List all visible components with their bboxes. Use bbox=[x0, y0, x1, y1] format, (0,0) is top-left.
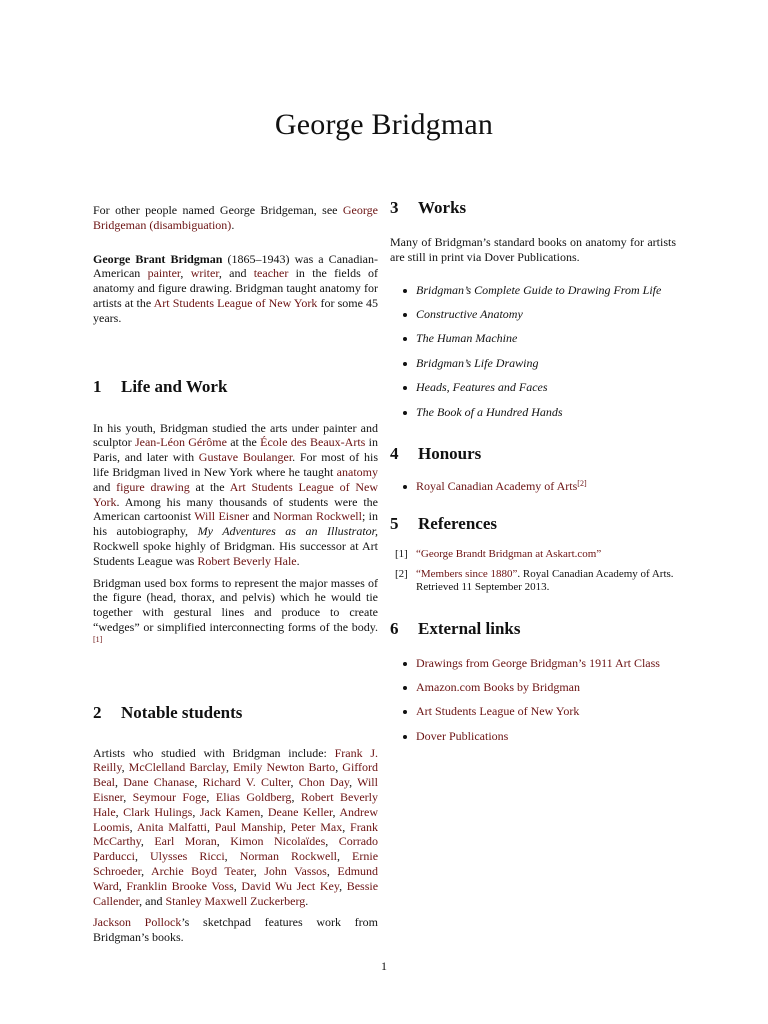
section-heading-references bbox=[390, 514, 676, 534]
section-heading-external-links bbox=[390, 619, 676, 639]
text: , bbox=[121, 760, 129, 775]
text: (1865–1943) was a Canadian-American bbox=[93, 251, 378, 281]
student-link[interactable]: Frank J. Reilly bbox=[93, 745, 378, 775]
book-title: The Book of a Hundred Hands bbox=[416, 404, 563, 419]
section-number: 5 bbox=[390, 514, 399, 534]
book-title: Heads, Features and Faces bbox=[416, 380, 548, 395]
section-title: Works bbox=[418, 198, 467, 217]
text: , bbox=[115, 775, 124, 790]
text: , bbox=[118, 878, 127, 893]
text: . bbox=[296, 553, 300, 568]
student-link[interactable]: Andrew Loomis bbox=[93, 804, 379, 834]
link-jackson-pollock[interactable]: Jackson Pollock bbox=[93, 915, 182, 930]
student-link[interactable]: Richard V. Culter bbox=[202, 775, 291, 790]
reference-number: [1] bbox=[395, 548, 408, 561]
section-number: 3 bbox=[390, 198, 399, 217]
section-number: 4 bbox=[390, 444, 399, 464]
student-link[interactable]: Frank McCarthy bbox=[93, 819, 379, 849]
student-link[interactable]: Chon Day bbox=[298, 775, 350, 790]
text: , bbox=[216, 834, 231, 849]
references-list bbox=[390, 548, 676, 595]
link-ecole-des-beaux-arts[interactable]: École des Beaux-Arts bbox=[260, 435, 366, 450]
section-title: External links bbox=[418, 618, 521, 638]
text: ; in his autobiography, bbox=[93, 509, 379, 539]
external-link[interactable]: Amazon.com Books by Bridgman bbox=[416, 680, 580, 695]
left-column bbox=[93, 203, 378, 945]
text: , and bbox=[218, 266, 254, 281]
list-item bbox=[390, 479, 676, 494]
book-title: My Adventures as an Illustrator, bbox=[197, 524, 379, 539]
text: Artists who studied with Bridgman include: bbox=[93, 745, 335, 760]
student-link[interactable]: Deane Keller bbox=[267, 804, 333, 819]
text: in the fields of anatomy and figure drawing. Bridgman taught anatomy for artists at the bbox=[93, 266, 379, 310]
list-item bbox=[390, 729, 676, 744]
text: , bbox=[342, 819, 351, 834]
student-link[interactable]: David Wu Ject Key bbox=[241, 878, 340, 893]
section-heading-works bbox=[390, 198, 676, 218]
student-link[interactable]: Ernie Schroeder bbox=[93, 849, 379, 878]
reference-number: [2] bbox=[395, 567, 408, 580]
student-link[interactable]: Emily Newton Barto bbox=[233, 760, 336, 775]
reference-link[interactable]: “George Brandt Bridgman at Askart.com” bbox=[416, 548, 602, 561]
text: , bbox=[224, 849, 240, 864]
section-number: 6 bbox=[390, 618, 399, 638]
text: , bbox=[282, 819, 291, 834]
page-number: 1 bbox=[381, 959, 387, 973]
intro-paragraph bbox=[93, 252, 378, 326]
student-link[interactable]: Clark Hulings bbox=[123, 804, 193, 819]
student-link[interactable]: Dane Chanase bbox=[123, 775, 195, 790]
text: In his youth, Bridgman studied the arts under painter and sculptor bbox=[93, 420, 378, 450]
citation-link[interactable]: [2] bbox=[577, 479, 587, 489]
link-teacher[interactable]: teacher bbox=[253, 266, 289, 281]
page-title: George Bridgman bbox=[274, 108, 494, 141]
student-link[interactable]: Kimon Nicolaïdes bbox=[230, 834, 326, 849]
reference-item bbox=[390, 548, 676, 562]
text: , bbox=[192, 804, 200, 819]
text: , bbox=[332, 804, 340, 819]
text: , bbox=[225, 760, 234, 775]
text: , bbox=[129, 819, 137, 834]
life-paragraph-2 bbox=[93, 576, 378, 650]
external-links-list bbox=[390, 656, 676, 744]
student-link[interactable]: Earl Moran bbox=[154, 834, 217, 849]
text: , bbox=[253, 863, 265, 878]
link-painter[interactable]: painter bbox=[147, 266, 181, 281]
link-figure-drawing[interactable]: figure drawing bbox=[116, 479, 190, 494]
text: for some 45 years. bbox=[93, 295, 378, 325]
student-link[interactable]: Robert Beverly Hale bbox=[93, 789, 378, 819]
link-art-students-league[interactable]: Art Students League of New York bbox=[93, 479, 379, 509]
text: , bbox=[140, 834, 155, 849]
student-link[interactable]: Franklin Brooke Voss bbox=[126, 878, 234, 893]
section-heading-honours bbox=[390, 444, 676, 464]
text: ’s sketchpad features work from Bridgman’s books. bbox=[93, 915, 378, 945]
text: , bbox=[139, 893, 146, 908]
book-title: Constructive Anatomy bbox=[416, 306, 523, 321]
section-title: References bbox=[418, 514, 497, 534]
text: , bbox=[335, 760, 343, 775]
text: , bbox=[291, 789, 301, 804]
list-item bbox=[390, 704, 676, 719]
text: . For most of his life Bridgman lived in New York where he taught bbox=[93, 450, 378, 479]
students-paragraph bbox=[93, 746, 378, 909]
text: and bbox=[249, 509, 274, 524]
hatnote-text: For other people named George Bridgeman, see bbox=[93, 203, 343, 217]
subject-name: George Brant Bridgman bbox=[93, 251, 223, 266]
text: at the bbox=[189, 479, 230, 494]
student-link[interactable]: Jack Kamen bbox=[199, 804, 261, 819]
text: , bbox=[349, 775, 358, 790]
student-link[interactable]: Norman Rockwell bbox=[239, 849, 338, 864]
list-item bbox=[390, 356, 676, 371]
link-robert-beverly-hale[interactable]: Robert Beverly Hale bbox=[197, 553, 297, 568]
text: . bbox=[305, 893, 309, 908]
student-link[interactable]: Stanley Maxwell Zuckerberg bbox=[165, 893, 306, 908]
book-title: The Human Machine bbox=[416, 331, 518, 346]
section-title: Notable students bbox=[121, 702, 243, 722]
link-will-eisner[interactable]: Will Eisner bbox=[194, 509, 250, 524]
link-art-students-league[interactable]: Art Students League of New York bbox=[153, 295, 318, 310]
text: in Paris, and later with bbox=[93, 435, 378, 465]
section-number: 1 bbox=[93, 376, 102, 396]
link-gerome[interactable]: Jean-Léon Gérôme bbox=[134, 435, 227, 450]
link-anatomy[interactable]: anatomy bbox=[336, 464, 378, 479]
reference-text: . Royal Canadian Academy of Arts. Retrieved 11 September 2013. bbox=[416, 567, 674, 594]
text: Bridgman used box forms to represent the major masses of the figure (head, thorax, and pelvis) which he would tie together with gestural lines and produce to create “wedges” or simplified interconnecting forms of the body. bbox=[93, 575, 378, 634]
section-number: 2 bbox=[93, 702, 102, 722]
life-paragraph-1 bbox=[93, 421, 378, 569]
student-link[interactable]: Bessie Callender bbox=[93, 878, 379, 908]
honours-list bbox=[390, 479, 676, 494]
hatnote bbox=[93, 203, 378, 233]
external-link[interactable]: Dover Publications bbox=[416, 728, 509, 743]
student-link[interactable]: Edmund Ward bbox=[93, 863, 379, 893]
student-link[interactable]: Will Eisner bbox=[93, 775, 378, 804]
text: . Among his many thousands of students were the American cartoonist bbox=[93, 494, 378, 524]
works-intro: Many of Bridgman’s standard books on anatomy for artists are still in print via Dover Publications. bbox=[390, 235, 676, 264]
book-title: Bridgman’s Life Drawing bbox=[416, 355, 539, 370]
list-item bbox=[390, 656, 676, 671]
list-item bbox=[390, 405, 676, 420]
list-item bbox=[390, 331, 676, 346]
link-writer[interactable]: writer bbox=[190, 266, 219, 281]
student-link[interactable]: Ulysses Ricci bbox=[150, 849, 225, 864]
student-link[interactable]: Anita Malfatti bbox=[136, 819, 207, 834]
text: , bbox=[115, 804, 124, 819]
section-heading-notable-students bbox=[93, 703, 378, 723]
student-link[interactable]: Seymour Foge bbox=[132, 789, 207, 804]
list-item bbox=[390, 380, 676, 395]
list-item bbox=[390, 680, 676, 695]
section-title: Life and Work bbox=[121, 376, 228, 396]
text: , bbox=[325, 834, 339, 849]
link-boulanger[interactable]: Gustave Boulanger bbox=[198, 450, 293, 465]
book-title: Bridgman’s Complete Guide to Drawing From Life bbox=[416, 282, 662, 297]
text: , bbox=[141, 863, 151, 878]
books-list bbox=[390, 283, 676, 420]
list-item bbox=[390, 307, 676, 322]
text: , bbox=[134, 849, 150, 864]
text: and bbox=[93, 479, 117, 494]
reference-item bbox=[390, 568, 676, 595]
text: , bbox=[290, 775, 299, 790]
student-link[interactable]: John Vassos bbox=[264, 863, 327, 878]
citation-link[interactable]: [1] bbox=[93, 634, 103, 644]
text: , bbox=[180, 266, 191, 281]
hatnote-end: . bbox=[231, 217, 235, 232]
text: , bbox=[123, 789, 133, 804]
text: , bbox=[260, 804, 268, 819]
reference-link[interactable]: “Members since 1880” bbox=[416, 567, 518, 580]
student-link[interactable]: Gifford Beal bbox=[93, 760, 379, 790]
pollock-paragraph bbox=[93, 915, 378, 945]
link-norman-rockwell[interactable]: Norman Rockwell bbox=[273, 509, 362, 524]
text: , bbox=[206, 819, 215, 834]
student-link[interactable]: Archie Boyd Teater bbox=[151, 863, 254, 878]
student-link[interactable]: Elias Goldberg bbox=[215, 789, 292, 804]
text: at the bbox=[226, 435, 261, 450]
external-link[interactable]: Drawings from George Bridgman’s 1911 Art Class bbox=[416, 655, 660, 670]
text: and bbox=[145, 893, 166, 908]
text: , bbox=[339, 878, 347, 893]
text: Rockwell spoke highly of Bridgman. His successor at Art Students League was bbox=[93, 538, 378, 568]
section-heading-life-and-work bbox=[93, 377, 378, 397]
student-link[interactable]: Corrado Parducci bbox=[93, 834, 379, 864]
text: , bbox=[194, 775, 203, 790]
text: , bbox=[326, 863, 338, 878]
student-link[interactable]: Paul Manship bbox=[214, 819, 283, 834]
disambiguation-link[interactable]: George Bridgeman (disambiguation) bbox=[93, 203, 378, 232]
text: , bbox=[337, 849, 353, 864]
text: , bbox=[206, 789, 216, 804]
section-title: Honours bbox=[418, 444, 482, 464]
student-link[interactable]: McClelland Barclay bbox=[128, 760, 226, 775]
list-item bbox=[390, 283, 676, 298]
right-column bbox=[390, 198, 676, 753]
external-link[interactable]: Art Students League of New York bbox=[416, 704, 580, 719]
student-link[interactable]: Peter Max bbox=[290, 819, 343, 834]
text: , bbox=[233, 878, 242, 893]
link-rca[interactable]: Royal Canadian Academy of Arts bbox=[416, 479, 578, 494]
